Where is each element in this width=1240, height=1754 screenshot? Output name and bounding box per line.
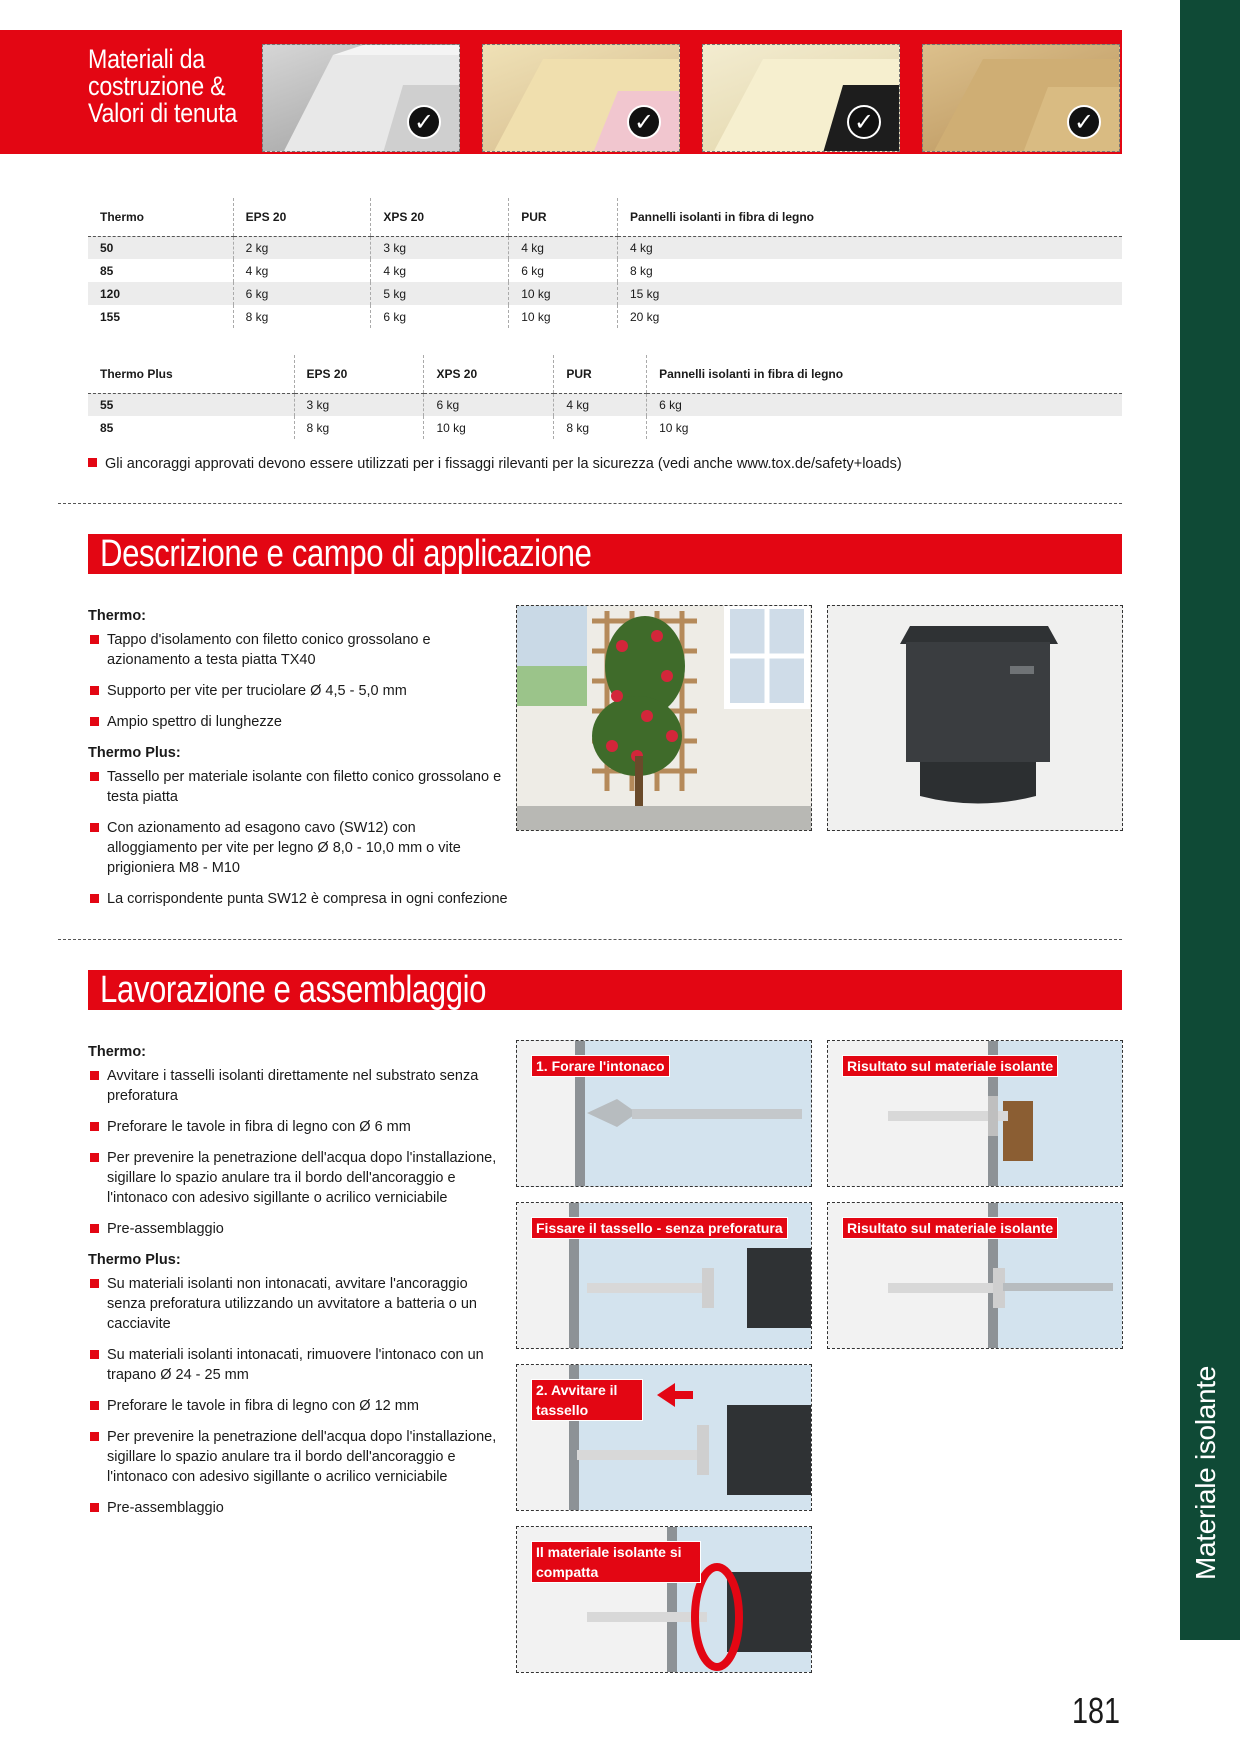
list-item: Supporto per vite per truciolare Ø 4,5 - 5,0 mm — [88, 681, 508, 701]
list-item: Per prevenire la penetrazione dell'acqua dopo l'installazione, sigillare lo spazio anulare tra il bordo dell'ancoraggio e l'intonaco con adesivo sigillante o acrilico verniciabile — [88, 1148, 508, 1208]
checkmark-icon: ✓ — [1067, 105, 1101, 139]
load-table-thermo-plus — [88, 355, 1122, 439]
list-item: Avvitare i tasselli isolanti direttamente nel substrato senza preforatura — [88, 1066, 508, 1106]
step-label: Risultato sul materiale isolante — [842, 1055, 1058, 1077]
list-item: Con azionamento ad esagono cavo (SW12) con alloggiamento per vite per legno Ø 8,0 - 10,0 mm o vite prigioniera M8 - M10 — [88, 818, 508, 878]
list-item: Tassello per materiale isolante con filetto conico grossolano e testa piatta — [88, 767, 508, 807]
side-tab-label: Materiale isolante — [1190, 1365, 1221, 1580]
description-list — [88, 600, 508, 920]
list-item: La corrispondente punta SW12 è compresa in ogni confezione — [88, 889, 508, 909]
section-title-assembly: Lavorazione e assemblaggio — [88, 970, 1122, 1010]
table-row: 50 2 kg 3 kg 4 kg 4 kg — [88, 236, 1122, 259]
table-header: Thermo Plus — [88, 355, 294, 393]
page-number: 181 — [1072, 1690, 1121, 1731]
step-label: Risultato sul materiale isolante — [842, 1217, 1058, 1239]
step-label: Il materiale isolante si compatta — [531, 1541, 701, 1583]
step-result-2 — [827, 1202, 1123, 1349]
wood-fibre-sample-image — [922, 44, 1120, 152]
step-label: 1. Forare l'intonaco — [531, 1055, 670, 1077]
list-item: Preforare le tavole in fibra di legno con Ø 6 mm — [88, 1117, 508, 1137]
table-header: XPS 20 — [424, 355, 554, 393]
checkmark-icon: ✓ — [627, 105, 661, 139]
pur-sample-image — [702, 44, 900, 152]
table-row: 155 8 kg 6 kg 10 kg 20 kg — [88, 305, 1122, 328]
thermo-plus-subtitle: Thermo Plus: — [88, 745, 181, 761]
table-header: XPS 20 — [371, 198, 509, 236]
list-item: Preforare le tavole in fibra di legno con Ø 12 mm — [88, 1396, 508, 1416]
step-label: Fissare il tassello - senza preforatura — [531, 1217, 788, 1239]
xps-sample-image — [482, 44, 680, 152]
thermo-subtitle: Thermo: — [88, 608, 146, 624]
table-header: EPS 20 — [233, 198, 371, 236]
table-row: 120 6 kg 5 kg 10 kg 15 kg — [88, 282, 1122, 305]
step-drill-plaster — [516, 1040, 812, 1187]
table-header: Thermo — [88, 198, 233, 236]
list-item: Su materiali isolanti intonacati, rimuovere l'intonaco con un trapano Ø 24 - 25 mm — [88, 1345, 508, 1385]
step-screw-in — [516, 1364, 812, 1511]
list-item: Pre-assemblaggio — [88, 1498, 508, 1518]
side-tab — [1180, 0, 1240, 1640]
step-result-1 — [827, 1040, 1123, 1187]
list-item: Pre-assemblaggio — [88, 1219, 508, 1239]
table-header: EPS 20 — [294, 355, 424, 393]
list-item: Ampio spettro di lunghezze — [88, 712, 508, 732]
table-row: 85 4 kg 4 kg 6 kg 8 kg — [88, 259, 1122, 282]
thermo-plus-subtitle: Thermo Plus: — [88, 1252, 181, 1268]
step-fix-no-predrill — [516, 1202, 812, 1349]
divider — [58, 939, 1122, 940]
list-item: Per prevenire la penetrazione dell'acqua dopo l'installazione, sigillare lo spazio anulare tra il bordo dell'ancoraggio e l'intonaco con adesivo sigillante o acrilico verniciabile — [88, 1427, 508, 1487]
table-header: Pannelli isolanti in fibra di legno — [647, 355, 1122, 393]
section-title-description: Descrizione e campo di applicazione — [88, 534, 1122, 574]
table-row: 85 8 kg 10 kg 8 kg 10 kg — [88, 416, 1122, 439]
table-header: Pannelli isolanti in fibra di legno — [617, 198, 1122, 236]
table-header: PUR — [554, 355, 647, 393]
safety-note: Gli ancoraggi approvati devono essere utilizzati per i fissaggi rilevanti per la sicurezza (vedi anche www.tox.de/safety+loads) — [88, 456, 902, 472]
table-header: PUR — [509, 198, 618, 236]
eps-sample-image — [262, 44, 460, 152]
thermo-subtitle: Thermo: — [88, 1044, 146, 1060]
checkmark-icon: ✓ — [847, 105, 881, 139]
mailbox-photo — [827, 605, 1123, 831]
table-row: 55 3 kg 6 kg 4 kg 6 kg — [88, 393, 1122, 416]
divider — [58, 503, 1122, 504]
load-table-thermo — [88, 198, 1122, 328]
checkmark-icon: ✓ — [407, 105, 441, 139]
top-banner — [0, 30, 1122, 154]
trellis-photo — [516, 605, 812, 831]
bullet-icon — [88, 458, 97, 467]
list-item: Tappo d'isolamento con filetto conico grossolano e azionamento a testa piatta TX40 — [88, 630, 508, 670]
step-insulation-compacts — [516, 1526, 812, 1673]
step-label: 2. Avvitare il tassello — [531, 1379, 643, 1421]
banner-title: Materiali da costruzione & Valori di tenuta — [88, 44, 238, 128]
assembly-list — [88, 1036, 508, 1529]
list-item: Su materiali isolanti non intonacati, avvitare l'ancoraggio senza preforatura utilizzando un avvitatore a batteria o un cacciavite — [88, 1274, 508, 1334]
